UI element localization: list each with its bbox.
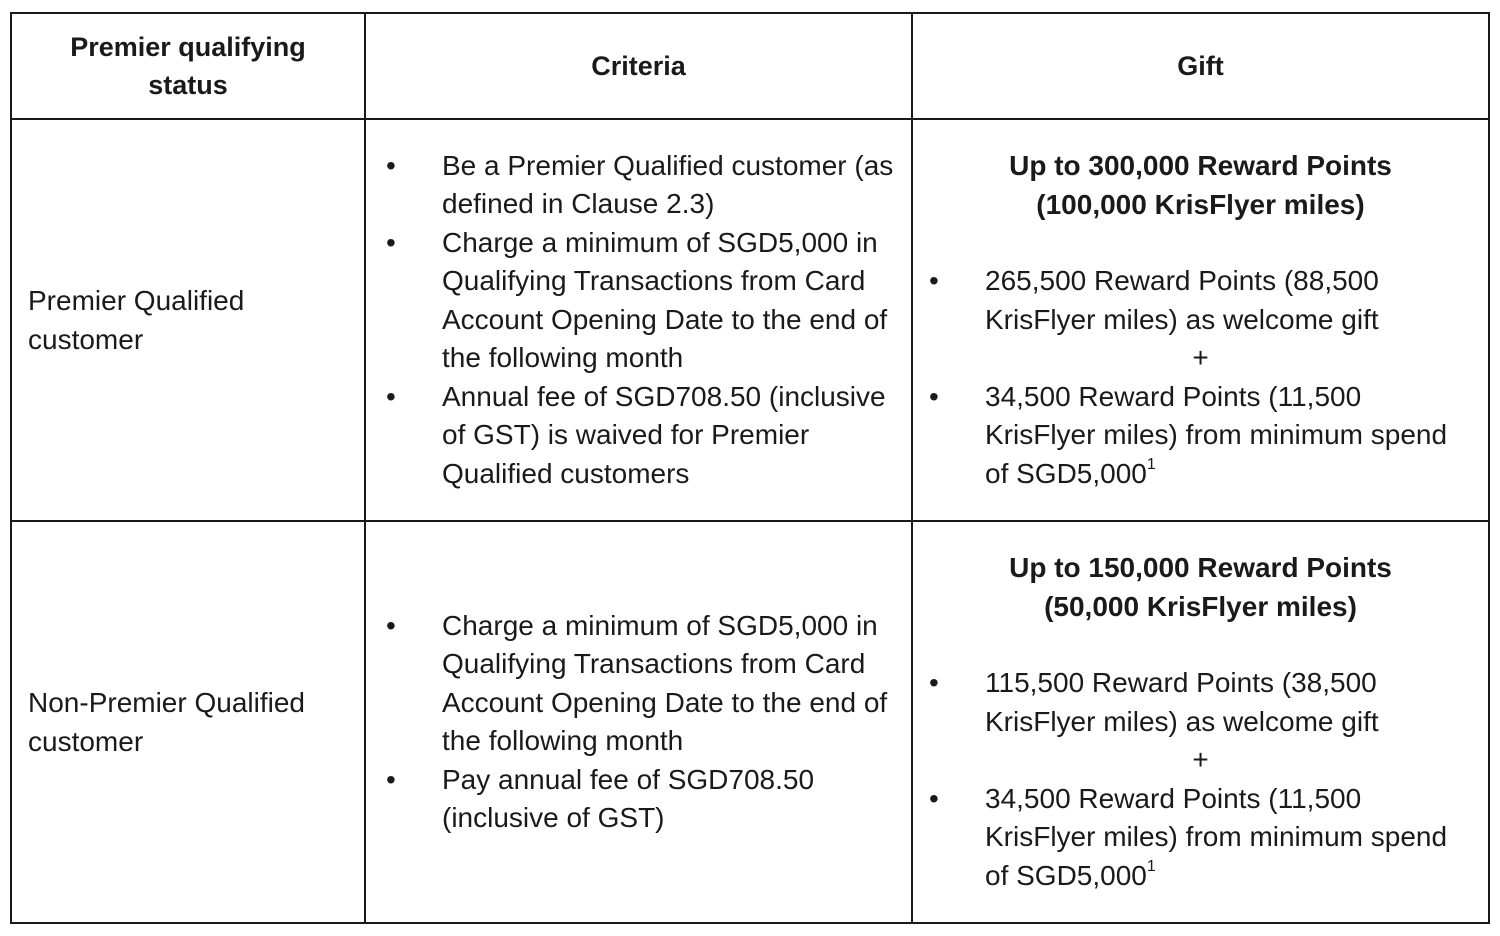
list-item <box>386 378 897 494</box>
gift-cell <box>912 521 1489 923</box>
gift-headline <box>929 147 1472 224</box>
header-criteria-label: Criteria <box>591 51 686 81</box>
bullet-icon: • <box>386 609 396 641</box>
header-row <box>11 13 1489 119</box>
criteria-text: Annual fee of SGD708.50 (inclusive of GST) is waived for Premier Qualified customers <box>442 380 886 489</box>
gift-list <box>929 378 1472 494</box>
status-cell <box>11 521 365 923</box>
gift-headline-miles: (100,000 KrisFlyer miles) <box>1036 188 1365 220</box>
gift-text: 265,500 Reward Points (88,500 KrisFlyer miles) as welcome gift <box>985 265 1379 335</box>
bullet-icon: • <box>929 380 939 412</box>
bullet-icon: • <box>386 149 396 181</box>
gift-headline-points: Up to 150,000 Reward Points <box>1009 552 1392 583</box>
list-item <box>929 780 1472 896</box>
criteria-text: Charge a minimum of SGD5,000 in Qualifying Transactions from Card Account Opening Date to the end of the following month <box>442 226 888 374</box>
criteria-text: Be a Premier Qualified customer (as defined in Clause 2.3) <box>442 149 894 220</box>
gift-text: 34,500 Reward Points (11,500 KrisFlyer miles) from minimum spend of SGD5,000 <box>985 782 1448 891</box>
gift-headline-miles: (50,000 KrisFlyer miles) <box>1044 590 1357 622</box>
gift-list <box>929 780 1472 896</box>
bullet-icon: • <box>386 380 396 412</box>
gift-text: 34,500 Reward Points (11,500 KrisFlyer miles) from minimum spend of SGD5,000 <box>985 380 1448 489</box>
list-item <box>929 378 1472 494</box>
status-label: Premier Qualified customer <box>28 285 245 355</box>
bullet-icon: • <box>386 763 396 795</box>
footnote-mark: 1 <box>1146 857 1156 875</box>
gift-list <box>929 664 1472 741</box>
list-item <box>929 664 1472 741</box>
list-item <box>386 761 897 838</box>
status-cell <box>11 119 365 521</box>
gift-headline <box>929 549 1472 626</box>
list-item <box>386 224 897 378</box>
gift-headline-points: Up to 300,000 Reward Points <box>1009 150 1392 181</box>
criteria-list <box>366 607 911 838</box>
bullet-icon: • <box>929 667 939 698</box>
list-item <box>386 147 897 224</box>
gift-cell <box>912 119 1489 521</box>
footnote-mark: 1 <box>1146 455 1156 473</box>
criteria-cell <box>365 119 912 521</box>
bullet-icon: • <box>929 782 939 814</box>
header-criteria <box>365 13 912 119</box>
header-gift <box>912 13 1489 119</box>
criteria-list <box>366 147 911 494</box>
gift-list <box>929 262 1472 339</box>
table-row <box>11 119 1489 521</box>
plus-sign: + <box>1192 342 1209 373</box>
header-status-label: Premier qualifying status <box>70 32 306 100</box>
list-item <box>929 262 1472 339</box>
header-gift-label: Gift <box>1177 51 1224 81</box>
bullet-icon: • <box>386 226 396 258</box>
premier-gift-table <box>10 12 1490 924</box>
plus-sign: + <box>1192 744 1209 775</box>
bullet-icon: • <box>929 265 939 296</box>
criteria-cell <box>365 521 912 923</box>
criteria-text: Charge a minimum of SGD5,000 in Qualifying Transactions from Card Account Opening Date to the end of the following month <box>442 609 888 756</box>
list-item <box>386 607 897 761</box>
table-row <box>11 521 1489 923</box>
status-label: Non-Premier Qualified customer <box>28 687 305 757</box>
gift-text: 115,500 Reward Points (38,500 KrisFlyer miles) as welcome gift <box>985 667 1379 737</box>
criteria-text: Pay annual fee of SGD708.50 (inclusive of GST) <box>442 763 815 833</box>
header-status <box>11 13 365 119</box>
